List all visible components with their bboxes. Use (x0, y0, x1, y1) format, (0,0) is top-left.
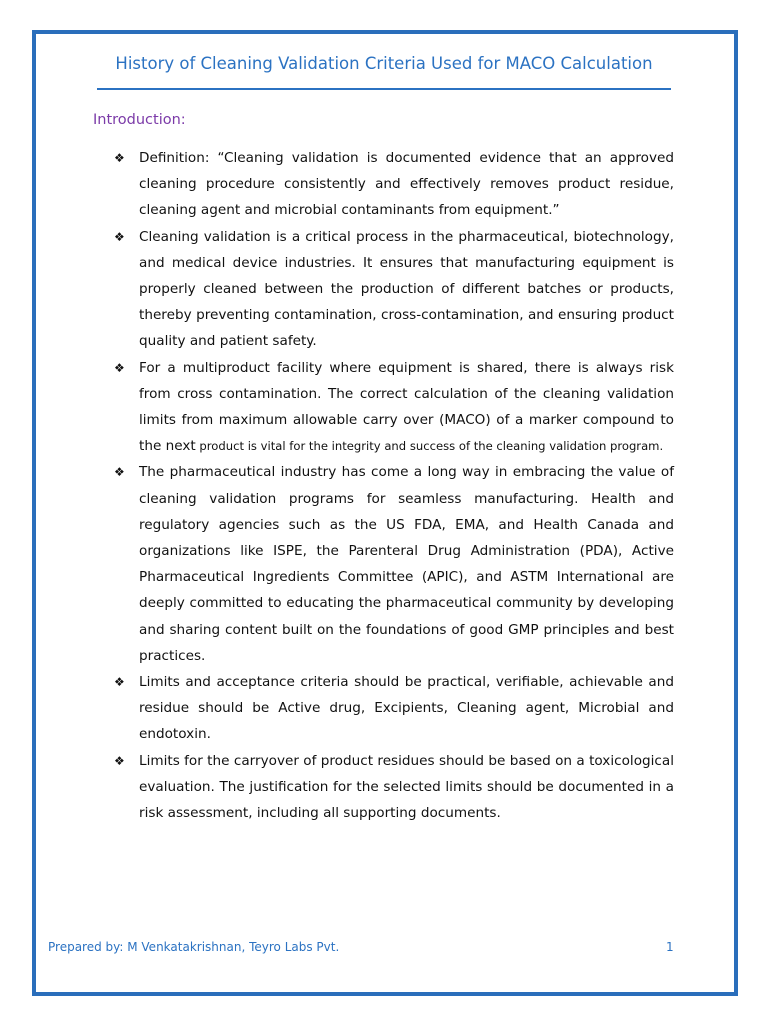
bullet-text-small: product is vital for the integrity and success of the cleaning validation program. (195, 439, 664, 454)
bullet-text: Definition: “Cleaning validation is documented evidence that an approved cleaning procedure consistently and effectively removes product residue, cleaning agent and microbial contaminants from equipment.” (139, 150, 674, 219)
list-item (114, 224, 674, 355)
diamond-bullet-icon: ❖ (114, 360, 125, 375)
title-underline (97, 88, 671, 90)
document-title: History of Cleaning Validation Criteria Used for MACO Calculation (115, 54, 653, 73)
page-number: 1 (666, 940, 674, 954)
list-item (114, 145, 674, 224)
list-item (114, 355, 674, 460)
diamond-bullet-icon: ❖ (114, 151, 125, 165)
diamond-bullet-icon: ❖ (114, 753, 125, 768)
list-item (114, 748, 674, 827)
diamond-bullet-icon: ❖ (114, 675, 125, 690)
bullet-text: The pharmaceutical industry has come a long way in embracing the value of cleaning validation programs for seamless manufacturing. Health and regulatory agencies such as the US FDA, EMA, and Health Canada and organizations like ISPE, the Parenteral Drug Administration (PDA), Active Pharmaceutical Ingredients Committee (APIC), and ASTM International are deeply committed to educating the pharmaceutical community by developing and sharing content built on the foundations of good GMP principles and best practices. (139, 464, 674, 664)
list-item (114, 459, 674, 669)
bullet-text: Cleaning validation is a critical process in the pharmaceutical, biotechnology, and medical device industries. It ensures that manufacturing equipment is properly cleaned between the production of different batches or products, thereby preventing contamination, cross-contamination, and ensuring product quality and patient safety. (139, 228, 674, 350)
bullet-text: Limits and acceptance criteria should be practical, verifiable, achievable and residue should be Active drug, Excipients, Cleaning agent, Microbial and endotoxin. (139, 674, 674, 743)
diamond-bullet-icon: ❖ (114, 229, 125, 244)
section-heading-introduction: Introduction: (93, 112, 186, 128)
bullet-text: Limits for the carryover of product residues should be based on a toxicological evaluation. The justification for the selected limits should be documented in a risk assessment, including all supporting documents. (139, 752, 674, 822)
bullet-list (114, 145, 674, 826)
list-item (114, 669, 674, 748)
diamond-bullet-icon: ❖ (114, 465, 125, 480)
footer-prepared-by: Prepared by: M Venkatakrishnan, Teyro Labs Pvt. (48, 940, 340, 954)
bullet-text: For a multiproduct facility where equipment is shared, there is always risk from cross contamination. The correct calculation of the cleaning validation limits from maximum allowable carry over (MACO) of a marker compound to the next (139, 359, 674, 455)
